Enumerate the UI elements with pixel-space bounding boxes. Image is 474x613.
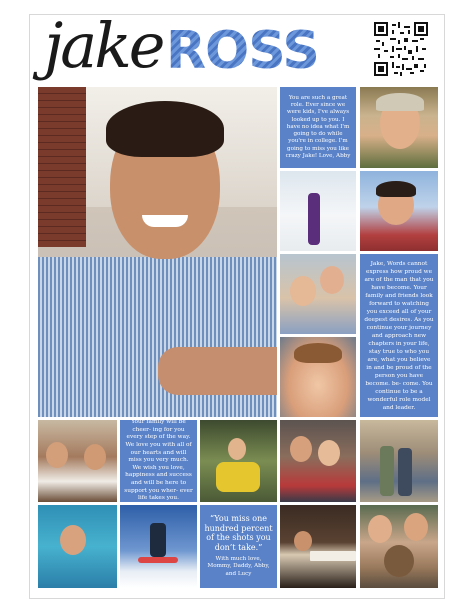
family-message-box (120, 420, 197, 502)
cap-figure (376, 93, 424, 111)
face-figure (320, 266, 344, 294)
photo-baseball-cap (360, 87, 438, 168)
photo-swimming-pool (38, 505, 117, 588)
photo-siblings-hug (280, 254, 356, 334)
family-message-text: Your family will be cheer- ing for you every step of the way. We love you with all of our hearts and will miss you very much. We wish you love, happiness and success and will be here to support you wher- ever life takes you. (124, 420, 193, 502)
face-figure (290, 276, 316, 306)
quote-text: “You miss one hundred percent of the shots you don’t take.” (204, 514, 273, 552)
last-name-title: ROSS (166, 21, 319, 81)
parents-message-text: Jake, Words cannot express how proud we are of the man that you have become. Your family and friends look forward to watching you exceed all of your deepest desires. As you continue your journey and approach new chapters in your life, stay true to who you are, what you believe in and be proud of the person you have become. be- come. You continue to be a wonderful role model and leader. (364, 260, 434, 411)
face-figure (60, 525, 86, 555)
parents-message-box (360, 254, 438, 417)
face-figure (228, 438, 246, 460)
yearbook-page (29, 9, 445, 599)
photo-piano (280, 505, 356, 588)
page-header (30, 9, 446, 87)
face-figure (404, 513, 428, 541)
face-figure (294, 531, 312, 551)
person-figure (380, 446, 394, 496)
first-name-title: jake (44, 9, 163, 82)
photo-snowboard-jump (120, 505, 197, 588)
photo-couple (280, 420, 356, 502)
abby-message-text: You are such a great role. Ever since we were kids, I've always looked up to you. I have no idea what I'm going to do while you're in college. I'm going to miss you like crazy Jake! Love, Abby (285, 95, 351, 159)
portrait-smile (142, 215, 188, 227)
toy-car-figure (216, 462, 260, 492)
photo-kids-dog (360, 505, 438, 588)
child-figure (308, 193, 320, 245)
hair-figure (376, 181, 416, 197)
snowboard-figure (138, 557, 178, 563)
photo-street-couple (360, 420, 438, 502)
photo-boy-sky (360, 171, 438, 251)
person-figure (398, 448, 412, 496)
face-figure (318, 440, 340, 466)
photo-baby (280, 337, 356, 417)
qr-code-icon[interactable] (372, 20, 430, 78)
photo-two-men (38, 420, 117, 502)
dog-figure (384, 545, 414, 577)
face-figure (290, 436, 312, 462)
face-figure (46, 442, 68, 468)
portrait-arm (158, 347, 277, 395)
piano-keys (310, 551, 356, 561)
photo-ski-child (280, 171, 356, 251)
quote-signature: With much love, Mommy, Daddy, Abby, and Lucy (207, 556, 270, 577)
quote-box (200, 505, 277, 588)
portrait-hair (106, 101, 224, 157)
abby-message-box (280, 87, 356, 168)
main-portrait-photo (38, 87, 277, 417)
hair-figure (294, 343, 342, 363)
brick-wall (38, 87, 86, 247)
photo-toy-car (200, 420, 277, 502)
face-figure (368, 515, 392, 543)
face-figure (84, 444, 106, 470)
snowboarder-figure (150, 523, 166, 557)
